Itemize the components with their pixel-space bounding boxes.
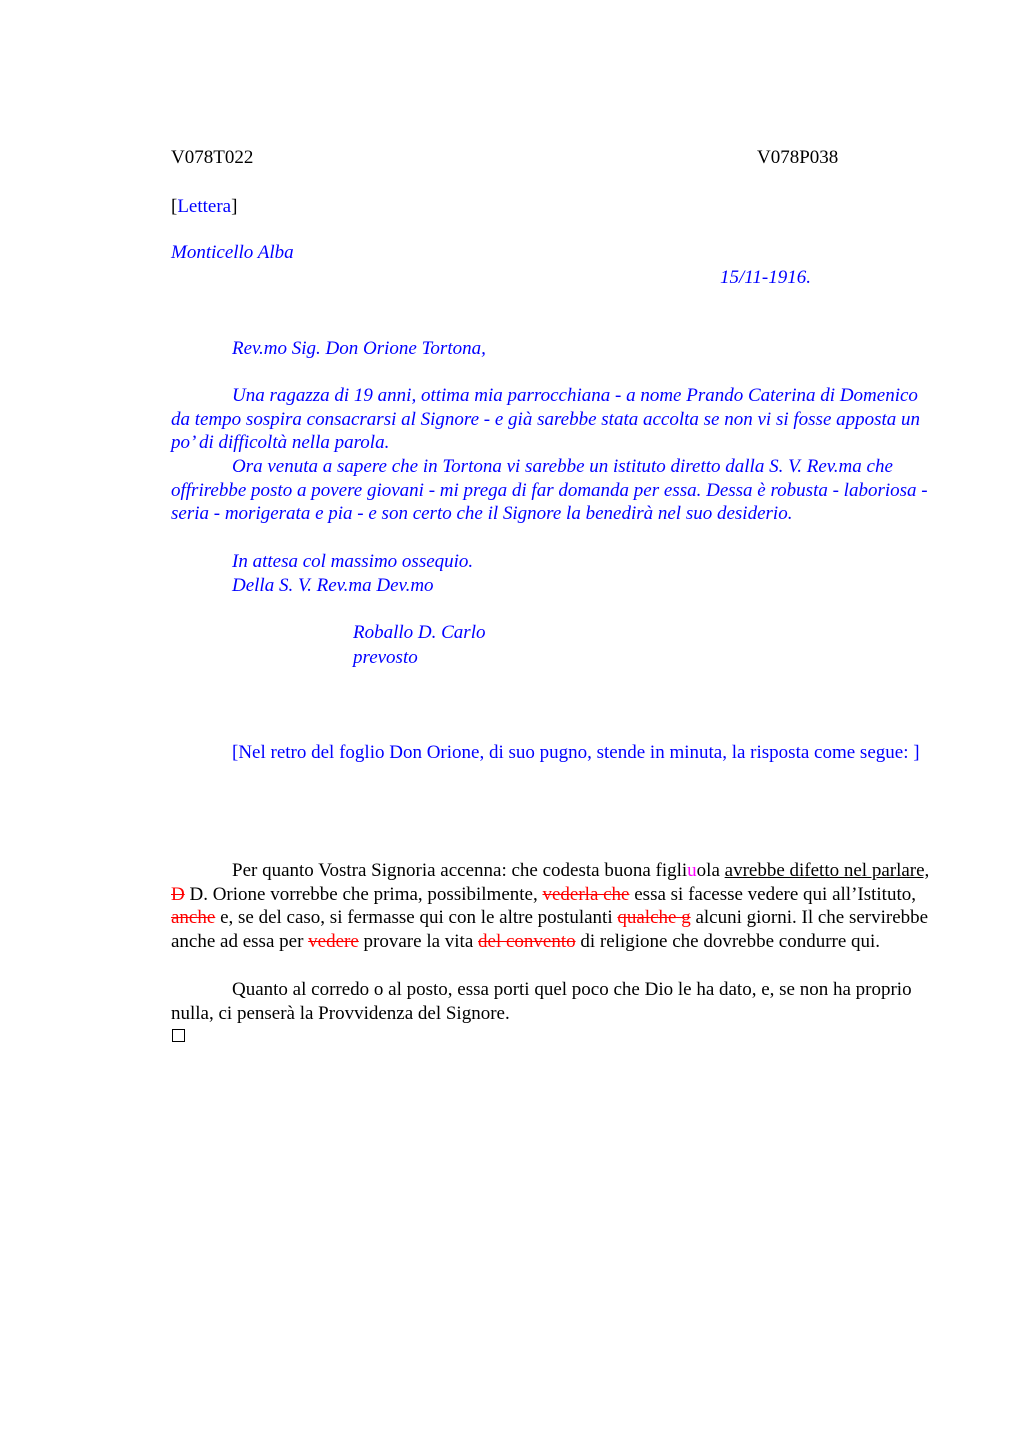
right-code: V078P038 — [757, 147, 839, 168]
reply-text-segment: alcuni giorni. Il che servirebbe anche ad essa per — [171, 907, 929, 953]
reply-paragraph-1 — [171, 859, 931, 954]
reply-text-segment: e, se del caso, si fermasse qui con le altre postulanti — [215, 907, 618, 929]
deleted-text: del convento — [478, 931, 576, 953]
letter-salutation: Rev.mo Sig. Don Orione Tortona, — [232, 338, 486, 359]
document-type-label: Lettera — [177, 196, 232, 217]
deleted-text: D — [171, 883, 185, 905]
reply-text-segment: D. Orione vorrebbe che prima, possibilmente, — [184, 883, 543, 905]
reply-text-segment: di religione che dovrebbe condurre qui. — [575, 931, 881, 953]
underlined-text: avrebbe difetto nel parlare, — [724, 860, 930, 881]
deleted-text: vedere — [308, 931, 359, 953]
letter-closing-2: Della S. V. Rev.ma Dev.mo — [232, 575, 434, 596]
letter-paragraph-2: Ora venuta a sapere che in Tortona vi sarebbe un istituto diretto dalla S. V. Rev.ma che offrirebbe posto a povere giovani - mi prega di far domanda per essa. Dessa è robusta - laboriosa - seria - morigerata e pia - e son certo che il Signore la benedirà nel suo desiderio. — [171, 456, 928, 525]
reply-text-segment: provare la vita — [358, 931, 479, 953]
reply-text-segment: essa si facesse vedere qui all’Istituto, — [629, 883, 916, 905]
end-marker-box — [172, 1029, 185, 1042]
bracket-open: [ — [171, 196, 178, 217]
document-type — [171, 195, 237, 219]
reply-text-segment: ola — [696, 860, 725, 881]
signature-title: prevosto — [353, 647, 418, 668]
reply-text-segment: Per quanto Vostra Signoria accenna: che codesta buona figli — [232, 860, 688, 881]
editorial-note: [Nel retro del foglio Don Orione, di suo pugno, stende in minuta, la risposta come segue: ] — [232, 742, 920, 763]
inserted-letter: u — [687, 860, 697, 881]
letter-date: 15/11-1916. — [720, 267, 811, 288]
signature-name: Roballo D. Carlo — [353, 622, 486, 643]
left-code: V078T022 — [171, 147, 254, 168]
deleted-text: vederla che — [542, 883, 630, 905]
letter-place: Monticello Alba — [171, 242, 294, 263]
letter-paragraph-1: Una ragazza di 19 anni, ottima mia parrocchiana - a nome Prando Caterina di Domenico da tempo sospira consacrarsi al Signore - e già sarebbe stata accolta se non vi si fosse apposta un po’ di difficoltà nella parola. — [171, 385, 921, 454]
letter-closing-1: In attesa col massimo ossequio. — [232, 551, 474, 572]
deleted-text: anche — [171, 907, 216, 929]
reply-paragraph-2: Quanto al corredo o al posto, essa porti quel poco che Dio le ha dato, e, se non ha proprio nulla, ci penserà la Provvidenza del Signore. — [171, 979, 912, 1024]
bracket-close: ] — [231, 196, 238, 217]
deleted-text: qualche g — [617, 907, 691, 929]
